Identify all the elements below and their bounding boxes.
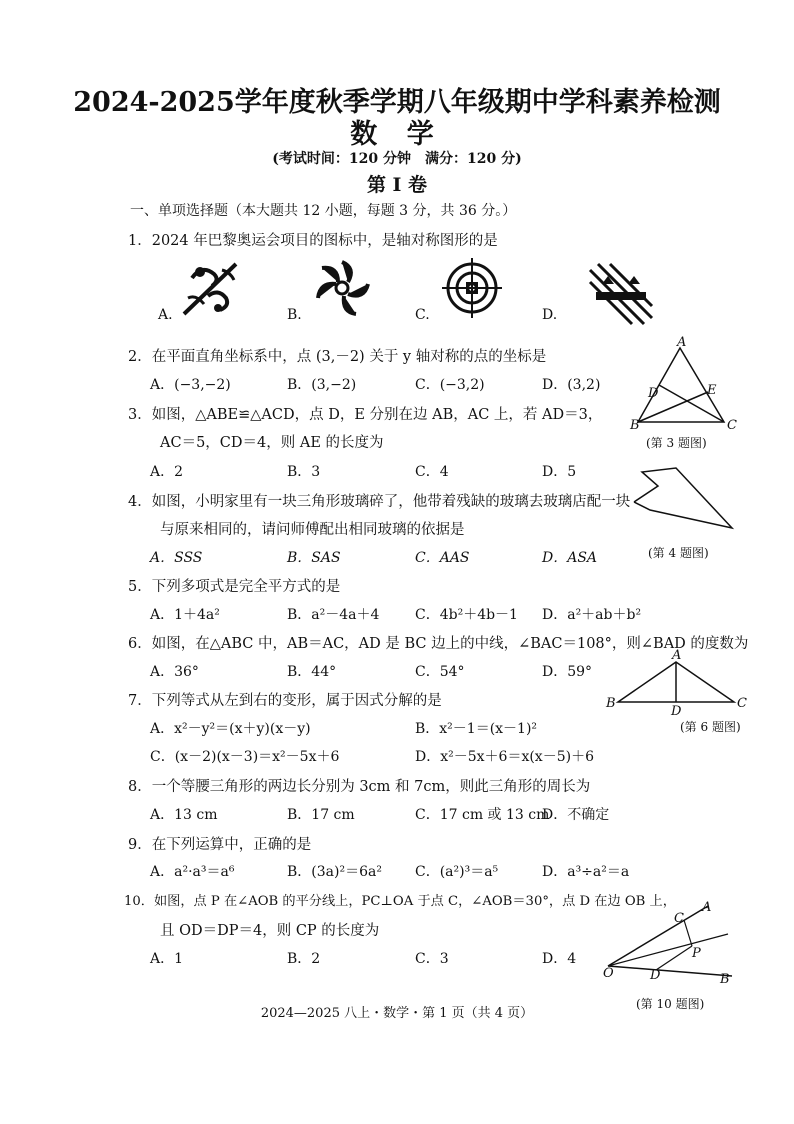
subject-title: 数 学: [350, 119, 444, 150]
q1-stem: 1．2024 年巴黎奥运会项目的图标中，是轴对称图形的是: [128, 233, 498, 249]
q7-option-a: A．x²－y²＝(x＋y)(x－y): [150, 721, 311, 737]
q4-option-c: C．AAS: [415, 550, 470, 566]
q10-figure: [604, 904, 738, 980]
q10-option-c: C．3: [415, 951, 449, 967]
q4-option-a: A．SSS: [150, 550, 203, 566]
badminton-icon: [588, 262, 654, 324]
q4-figure: [630, 466, 740, 536]
q10-label-c: C: [674, 911, 684, 926]
q10-option-d: D．4: [542, 951, 577, 967]
q6-caption: (第 6 题图): [680, 720, 741, 734]
q6-label-d: D: [671, 704, 682, 719]
page-footer: 2024—2025 八上・数学・第 1 页（共 4 页）: [260, 1006, 534, 1021]
q9-option-a: A．a²·a³＝a⁶: [150, 864, 235, 880]
q8-option-b: B．17 cm: [287, 807, 355, 823]
exam-title: 2024-2025学年度秋季学期八年级期中学科素养检测: [73, 87, 721, 118]
q9-option-d: D．a³÷a²＝a: [542, 864, 630, 880]
q8-stem: 8．一个等腰三角形的两边长分别为 3cm 和 7cm，则此三角形的周长为: [128, 779, 591, 795]
q1-option-a: A.: [158, 307, 173, 323]
q6-figure: [616, 660, 736, 706]
q5-option-a: A．1＋4a²: [150, 607, 220, 623]
q2-option-b: B．(3,−2): [287, 377, 357, 393]
q3-label-d: D: [648, 386, 659, 401]
q8-option-d: D．不确定: [542, 807, 610, 823]
q9-option-b: B．(3a)²＝6a²: [287, 864, 382, 880]
q5-option-c: C．4b²＋4b－1: [415, 607, 518, 623]
q6-option-a: A．36°: [150, 664, 199, 680]
q3-label-e: E: [707, 383, 717, 398]
q4-option-b: B．SAS: [287, 550, 341, 566]
q6-option-b: B．44°: [287, 664, 337, 680]
q6-option-c: C．54°: [415, 664, 465, 680]
q10-label-o: O: [603, 966, 614, 981]
q10-label-p: P: [692, 946, 701, 961]
q7-option-b: B．x²－1＝(x－1)²: [415, 721, 538, 737]
q2-option-a: A．(−3,−2): [150, 377, 231, 393]
q7-option-d: D．x²－5x＋6＝x(x－5)＋6: [415, 749, 594, 765]
q6-label-b: B: [606, 696, 616, 711]
q8-option-c: C．17 cm 或 13 cm: [415, 807, 550, 823]
q10-caption: (第 10 题图): [636, 997, 705, 1011]
q10-stem-line2: 且 OD＝DP＝4，则 CP 的长度为: [160, 923, 380, 939]
q3-label-c: C: [727, 418, 737, 433]
q10-stem-line1: 10．如图，点 P 在∠AOB 的平分线上，PC⊥OA 于点 C，∠AOB＝30°，点 D 在边 OB 上，: [124, 894, 676, 909]
q9-option-c: C．(a²)³＝a⁵: [415, 864, 499, 880]
q4-caption: (第 4 题图): [648, 546, 709, 560]
q4-option-d: D．ASA: [542, 550, 598, 566]
q1-option-c: C.: [415, 307, 430, 323]
q10-option-b: B．2: [287, 951, 321, 967]
q3-caption: (第 3 题图): [646, 436, 707, 450]
q3-figure: [630, 340, 740, 430]
q3-option-c: C．4: [415, 464, 449, 480]
q6-label-c: C: [737, 696, 747, 711]
q6-label-a: A: [672, 648, 682, 663]
q10-label-b: B: [720, 972, 730, 987]
q7-option-c: C．(x－2)(x－3)＝x²－5x＋6: [150, 749, 340, 765]
q8-option-a: A．13 cm: [150, 807, 218, 823]
section-heading: 一、单项选择题（本大题共 12 小题，每题 3 分，共 36 分。）: [130, 203, 517, 219]
q5-option-d: D．a²＋ab＋b²: [542, 607, 642, 623]
q10-option-a: A．1: [150, 951, 184, 967]
breaking-dance-icon: [312, 258, 372, 318]
q5-option-b: B．a²－4a＋4: [287, 607, 380, 623]
q3-label-a: A: [677, 335, 687, 350]
q2-option-c: C．(−3,2): [415, 377, 485, 393]
shooting-target-icon: [442, 258, 502, 318]
q6-option-d: D．59°: [542, 664, 593, 680]
q7-stem: 7．下列等式从左到右的变形，属于因式分解的是: [128, 693, 442, 709]
part-title: 第 Ⅰ 卷: [366, 174, 428, 196]
q5-stem: 5．下列多项式是完全平方式的是: [128, 579, 341, 595]
skateboarding-icon: [178, 258, 242, 318]
q3-option-d: D．5: [542, 464, 577, 480]
q3-label-b: B: [630, 418, 640, 433]
q4-stem-line1: 4．如图，小明家里有一块三角形玻璃碎了，他带着残缺的玻璃去玻璃店配一块: [128, 494, 631, 510]
q9-stem: 9．在下列运算中，正确的是: [128, 837, 312, 853]
q4-stem-line2: 与原来相同的，请问师傅配出相同玻璃的依据是: [160, 522, 465, 538]
q3-option-b: B．3: [287, 464, 321, 480]
q10-label-d: D: [650, 968, 661, 983]
exam-info: (考试时间：120 分钟 满分：120 分): [272, 151, 522, 167]
q10-label-a: A: [702, 900, 712, 915]
q3-stem-line2: AC＝5，CD＝4，则 AE 的长度为: [160, 435, 384, 451]
q1-option-d: D.: [542, 307, 558, 323]
q2-stem: 2．在平面直角坐标系中，点 (3,－2) 关于 y 轴对称的点的坐标是: [128, 349, 547, 365]
q1-option-b: B.: [287, 307, 302, 323]
q6-stem: 6．如图，在△ABC 中，AB＝AC，AD 是 BC 边上的中线，∠BAC＝108°，则∠BAD 的度数为: [128, 636, 749, 652]
q2-option-d: D．(3,2): [542, 377, 601, 393]
q3-stem-line1: 3．如图，△ABE≌△ACD，点 D，E 分别在边 AB，AC 上，若 AD＝3，: [128, 407, 603, 423]
q3-option-a: A．2: [150, 464, 184, 480]
